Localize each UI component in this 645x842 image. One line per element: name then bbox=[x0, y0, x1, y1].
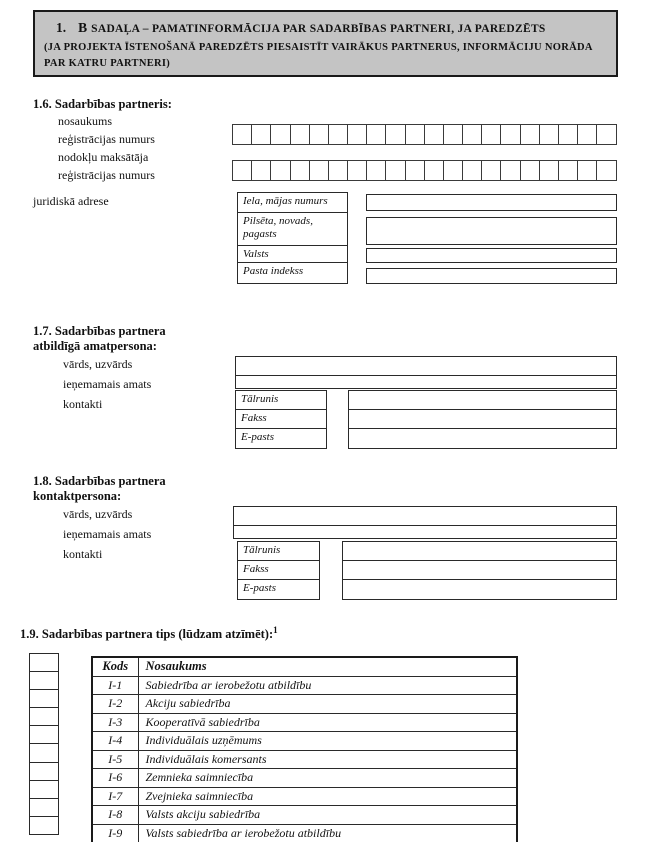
type-code-cell: I-6 bbox=[92, 769, 138, 788]
heading-1-9-text: 1.9. Sadarbības partnera tips (lūdzam atzīmēt): bbox=[20, 627, 274, 641]
digit-cell[interactable] bbox=[290, 124, 311, 145]
type-name-cell: Individuālais komersants bbox=[138, 750, 517, 769]
digit-cell[interactable] bbox=[405, 160, 426, 181]
type-checkbox[interactable] bbox=[30, 744, 58, 762]
header-title-line bbox=[35, 12, 616, 37]
position-input-17[interactable] bbox=[235, 375, 617, 389]
type-checkbox[interactable] bbox=[30, 781, 58, 799]
digit-cell[interactable] bbox=[539, 160, 560, 181]
type-checkbox[interactable] bbox=[30, 672, 58, 690]
type-table-row bbox=[92, 769, 517, 788]
type-checkbox-column bbox=[29, 653, 59, 835]
address-row-label: Iela, mājas numurs bbox=[238, 193, 347, 213]
digit-cell[interactable] bbox=[309, 124, 330, 145]
type-checkbox[interactable] bbox=[30, 708, 58, 726]
digit-cell[interactable] bbox=[347, 160, 368, 181]
digit-cell[interactable] bbox=[577, 160, 598, 181]
type-name-cell: Akciju sabiedrība bbox=[138, 695, 517, 714]
label-vards-uzvards-18: vārds, uzvārds bbox=[63, 507, 133, 521]
digit-cell[interactable] bbox=[251, 160, 272, 181]
contact-row-label: E-pasts bbox=[243, 582, 276, 594]
footnote-ref: 1 bbox=[273, 624, 278, 635]
digit-cell[interactable] bbox=[462, 124, 483, 145]
type-name-cell: Sabiedrība ar ierobežotu atbildību bbox=[138, 676, 517, 695]
label-kontakti-17: kontakti bbox=[63, 397, 103, 411]
type-table-row bbox=[92, 824, 517, 842]
label-kontakti-18: kontakti bbox=[63, 547, 103, 561]
label-nosaukums: nosaukums bbox=[58, 114, 112, 128]
digit-cell[interactable] bbox=[232, 124, 253, 145]
type-table-row bbox=[92, 787, 517, 806]
digit-cell[interactable] bbox=[309, 160, 330, 181]
name-input-18[interactable] bbox=[233, 506, 617, 526]
digit-cell[interactable] bbox=[347, 124, 368, 145]
digit-cell[interactable] bbox=[290, 160, 311, 181]
digit-cell[interactable] bbox=[232, 160, 253, 181]
digit-cell[interactable] bbox=[385, 124, 406, 145]
position-input-18[interactable] bbox=[233, 525, 617, 539]
contact-value-table-18 bbox=[342, 541, 617, 600]
digit-cell[interactable] bbox=[366, 160, 387, 181]
digit-cell[interactable] bbox=[539, 124, 560, 145]
label-juridiska-adrese: juridiskā adrese bbox=[33, 194, 109, 208]
type-code-cell: I-4 bbox=[92, 732, 138, 751]
address-input-postcode[interactable] bbox=[366, 268, 617, 284]
address-label-table bbox=[237, 192, 348, 284]
digit-cell[interactable] bbox=[251, 124, 272, 145]
type-code-cell: I-3 bbox=[92, 713, 138, 732]
type-code-cell: I-5 bbox=[92, 750, 138, 769]
heading-1-8-line2: kontaktpersona: bbox=[33, 489, 122, 503]
header-number: 1. bbox=[56, 20, 67, 35]
contact-label-table-18 bbox=[237, 541, 320, 600]
address-row-label: Valsts bbox=[238, 246, 347, 263]
header-title: SADAĻA – PAMATINFORMĀCIJA PAR SADARBĪBAS PARTNERI, JA PAREDZĒTS bbox=[91, 23, 546, 35]
header-subtitle: (JA PROJEKTA ĪSTENOŠANĀ PAREDZĒTS PIESAISTĪT VAIRĀKUS PARTNERUS, INFORMĀCIJU NORĀDA PAR KATRU PARTNERI) bbox=[44, 42, 593, 69]
digit-cell[interactable] bbox=[270, 160, 291, 181]
digit-cell[interactable] bbox=[558, 160, 579, 181]
label-registracijas-numurs: reģistrācijas numurs bbox=[58, 132, 155, 146]
type-checkbox[interactable] bbox=[30, 726, 58, 744]
type-checkbox[interactable] bbox=[30, 690, 58, 708]
digit-cell[interactable] bbox=[443, 160, 464, 181]
type-name-cell: Zemnieka saimniecība bbox=[138, 769, 517, 788]
type-name-cell: Valsts akciju sabiedrība bbox=[138, 806, 517, 825]
digit-cell[interactable] bbox=[481, 124, 502, 145]
type-name-cell: Kooperatīvā sabiedrība bbox=[138, 713, 517, 732]
digit-cell[interactable] bbox=[270, 124, 291, 145]
type-table-header-row bbox=[92, 657, 517, 676]
type-checkbox[interactable] bbox=[30, 763, 58, 781]
contact-input[interactable] bbox=[343, 561, 616, 580]
contact-input[interactable] bbox=[343, 542, 616, 561]
heading-1-8-line1: 1.8. Sadarbības partnera bbox=[33, 474, 166, 488]
heading-1-6: 1.6. Sadarbības partneris: bbox=[33, 97, 172, 111]
digit-cell[interactable] bbox=[328, 124, 349, 145]
heading-1-9 bbox=[20, 624, 278, 642]
section-b-header bbox=[33, 10, 618, 77]
contact-row-label: Fakss bbox=[236, 410, 326, 429]
digit-cell[interactable] bbox=[500, 160, 521, 181]
type-checkbox[interactable] bbox=[30, 799, 58, 817]
type-table-row bbox=[92, 695, 517, 714]
type-checkbox[interactable] bbox=[30, 817, 58, 834]
digit-cell[interactable] bbox=[405, 124, 426, 145]
contact-input[interactable] bbox=[349, 391, 616, 410]
type-table-row bbox=[92, 750, 517, 769]
type-checkbox[interactable] bbox=[30, 654, 58, 672]
contact-value-table-17 bbox=[348, 390, 617, 449]
type-code-cell: I-1 bbox=[92, 676, 138, 695]
digit-cell[interactable] bbox=[596, 124, 617, 145]
partner-type-table bbox=[91, 656, 518, 842]
name-input-17[interactable] bbox=[235, 356, 617, 376]
type-table-row bbox=[92, 732, 517, 751]
label-ienemamais-amats-18: ieņemamais amats bbox=[63, 527, 152, 541]
label-ienemamais-amats-17: ieņemamais amats bbox=[63, 377, 152, 391]
digit-cell[interactable] bbox=[520, 160, 541, 181]
address-input-country[interactable] bbox=[366, 248, 617, 263]
col-header-nosaukums: Nosaukums bbox=[138, 657, 517, 676]
type-code-cell: I-8 bbox=[92, 806, 138, 825]
type-name-cell: Zvejnieka saimniecība bbox=[138, 787, 517, 806]
contact-input[interactable] bbox=[343, 580, 616, 599]
digit-cell[interactable] bbox=[577, 124, 598, 145]
contact-row-label: Tālrunis bbox=[238, 542, 319, 561]
type-code-cell: I-7 bbox=[92, 787, 138, 806]
digit-cell[interactable] bbox=[443, 124, 464, 145]
digit-cell[interactable] bbox=[481, 160, 502, 181]
label-nodoklu-maksataja: nodokļu maksātāja bbox=[58, 150, 149, 164]
type-table-row bbox=[92, 676, 517, 695]
digit-cell[interactable] bbox=[596, 160, 617, 181]
contact-input[interactable] bbox=[349, 429, 616, 448]
contact-row-label: Tālrunis bbox=[236, 391, 326, 410]
digit-cell[interactable] bbox=[462, 160, 483, 181]
tax-number-grid bbox=[232, 160, 617, 181]
digit-cell[interactable] bbox=[500, 124, 521, 145]
contact-row-label: E-pasts bbox=[241, 431, 274, 443]
digit-cell[interactable] bbox=[328, 160, 349, 181]
address-row-label: Pasta indekss bbox=[243, 265, 304, 277]
address-row-label: Pilsēta, novads, pagasts bbox=[238, 213, 347, 246]
registration-number-grid bbox=[232, 124, 617, 145]
digit-cell[interactable] bbox=[366, 124, 387, 145]
label-registracijas-numurs-2: reģistrācijas numurs bbox=[58, 168, 155, 182]
digit-cell[interactable] bbox=[424, 160, 445, 181]
type-name-cell: Valsts sabiedrība ar ierobežotu atbildību bbox=[138, 824, 517, 842]
col-header-kods: Kods bbox=[92, 657, 138, 676]
type-name-cell: Individuālais uzņēmums bbox=[138, 732, 517, 751]
type-code-cell: I-9 bbox=[92, 824, 138, 842]
header-letter: B bbox=[78, 20, 88, 35]
label-vards-uzvards-17: vārds, uzvārds bbox=[63, 357, 133, 371]
type-table-row bbox=[92, 713, 517, 732]
contact-label-table-17 bbox=[235, 390, 327, 449]
address-input-street[interactable] bbox=[366, 194, 617, 211]
type-table-row bbox=[92, 806, 517, 825]
heading-1-7-line2: atbildīgā amatpersona: bbox=[33, 339, 157, 353]
digit-cell[interactable] bbox=[424, 124, 445, 145]
type-code-cell: I-2 bbox=[92, 695, 138, 714]
digit-cell[interactable] bbox=[385, 160, 406, 181]
heading-1-7-line1: 1.7. Sadarbības partnera bbox=[33, 324, 166, 338]
digit-cell[interactable] bbox=[520, 124, 541, 145]
contact-row-label: Fakss bbox=[238, 561, 319, 580]
address-input-city[interactable] bbox=[366, 217, 617, 245]
digit-cell[interactable] bbox=[558, 124, 579, 145]
contact-input[interactable] bbox=[349, 410, 616, 429]
